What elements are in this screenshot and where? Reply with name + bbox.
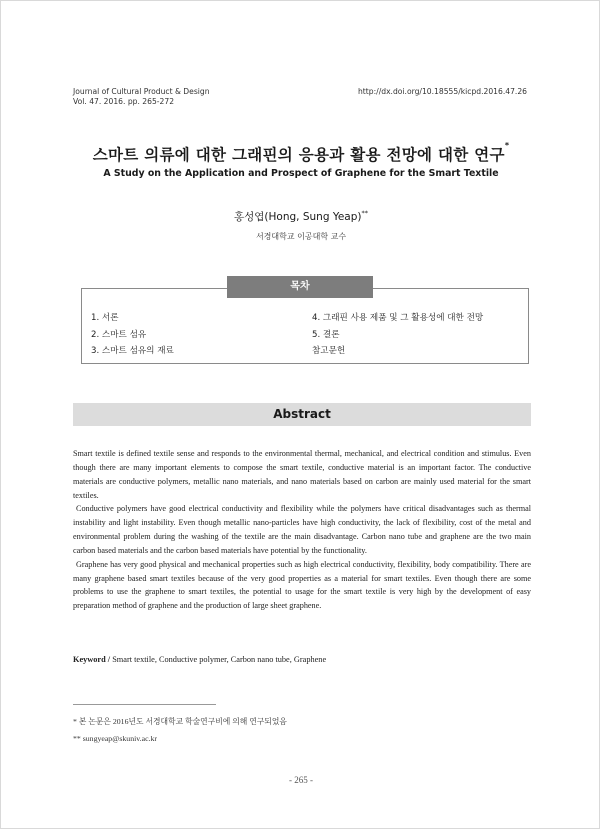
- footnote-email: ** sungyeap@skuniv.ac.kr: [73, 734, 157, 743]
- abstract-body: [73, 447, 531, 613]
- toc-item: 5. 결론: [312, 329, 340, 340]
- toc-item: 1. 서론: [91, 313, 119, 323]
- toc-item: 2. 스마트 섬유: [91, 329, 147, 340]
- abstract-heading-bar: [73, 403, 531, 426]
- journal-name: Journal of Cultural Product & Design: [73, 87, 210, 96]
- korean-title-text: 스마트 의류에 대한 그래핀의 응용과 활용 전망에 대한 연구: [92, 146, 505, 164]
- keyword-label: Keyword /: [73, 655, 111, 664]
- doi-link[interactable]: http://dx.doi.org/10.18555/kicpd.2016.47.26: [357, 87, 527, 96]
- english-title: A Study on the Application and Prospect of Graphene for the Smart Textile: [103, 168, 499, 179]
- author-footnote-mark: **: [361, 209, 368, 217]
- toc-heading: 목차: [227, 276, 373, 298]
- toc-item: 4. 그래핀 사용 제품 및 그 활용성에 대한 전망: [312, 313, 484, 323]
- korean-title: [1, 143, 600, 165]
- toc-right-column: [312, 310, 483, 360]
- journal-volume: Vol. 47. 2016. pp. 265-272: [73, 97, 175, 106]
- author-name-text: 홍성엽(Hong, Sung Yeap): [234, 211, 362, 223]
- page-number: - 265 -: [289, 775, 313, 785]
- journal-header: [73, 87, 210, 107]
- author-affiliation: 서경대학교 이공대학 교수: [255, 232, 347, 241]
- toc-item: 3. 스마트 섬유의 재료: [91, 346, 174, 356]
- abstract-paragraph: Conductive polymers have good electrical conductivity and flexibility while the polymers have critical disadvantages such as thermal instability and light instability. Even though metallic nano-particles have high conductivity, the lack of flexibility, cost of the metal and environmental problem during the washing of the textile are the main disadvantage. Carbon nano tube and graphene are the two main carbon based materials and the carbon based materials have potential by the functionality.: [73, 504, 531, 555]
- toc-item: 참고문헌: [312, 346, 346, 356]
- abstract-heading: Abstract: [273, 407, 331, 421]
- keyword-text: Smart textile, Conductive polymer, Carbon nano tube, Graphene: [112, 655, 327, 664]
- footnote-divider: [73, 704, 216, 705]
- title-footnote-mark: *: [504, 141, 510, 150]
- footnote-funding: * 본 논문은 2016년도 서경대학교 학술연구비에 의해 연구되었음: [73, 717, 287, 726]
- author-name: [1, 209, 600, 224]
- keywords: [73, 655, 531, 664]
- abstract-paragraph: Smart textile is defined textile sense and responds to the environmental thermal, mechanical, and electrical condition and stimulus. Even though there are many important elements to compose the smart textile, conductive material is an important factor. The conductive materials are conductive polymers, metallic nano materials, and nano materials based on carbon are mainly used material for the smart textiles.: [73, 449, 531, 500]
- abstract-paragraph: Graphene has very good physical and mechanical properties such as high electrical conductivity, flexibility, body compatibility. There are many graphene based smart textiles because of the very good properties as a material for smart textiles. Even though there are some problems to use the graphene to smart textiles, the potential to usage for the smart textile is very high by the development of easy preparation method of graphene and the production of large sheet graphene.: [73, 559, 531, 611]
- toc-left-column: [91, 310, 174, 360]
